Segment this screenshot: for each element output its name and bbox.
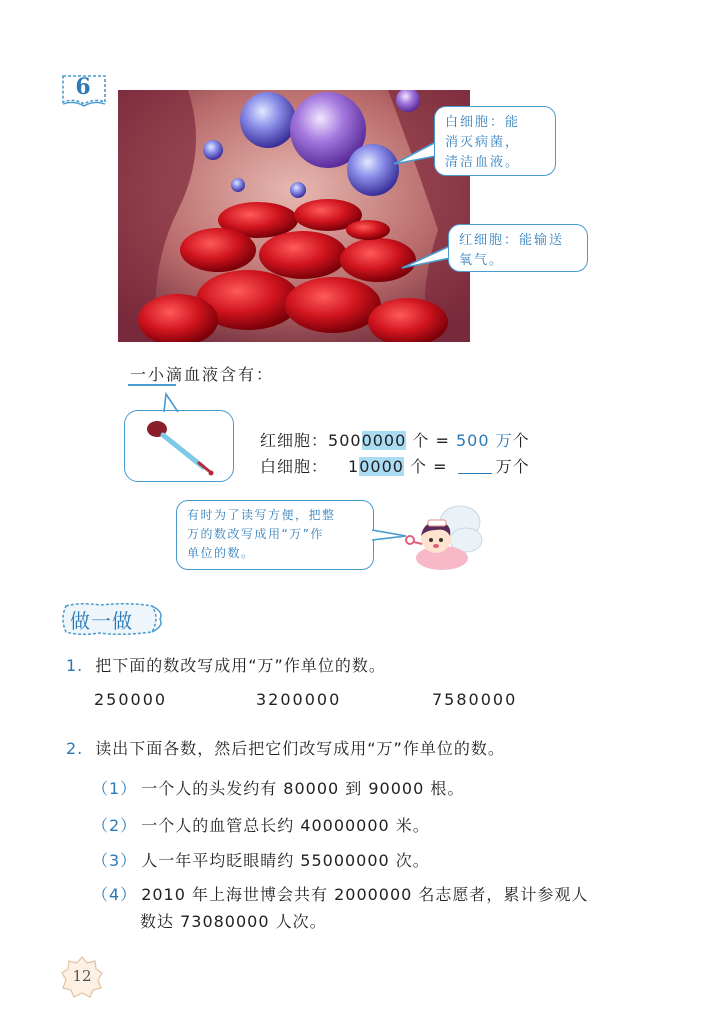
question-1: [66, 653, 386, 676]
count-tail: 个: [512, 431, 530, 450]
page-number-badge: [60, 955, 104, 999]
bubble-line: 有时为了读写方便，把整: [187, 508, 336, 522]
example-number-badge: [60, 72, 108, 110]
count-unit: 个 =: [403, 457, 454, 476]
sub-question: [92, 776, 464, 799]
sub-question: [92, 813, 430, 836]
example-number: 6: [75, 74, 91, 100]
section-title-badge: [60, 600, 168, 638]
sub-question-label: （4）: [92, 885, 138, 904]
count-result: 500 万: [455, 431, 513, 450]
question-1-number: 250000: [94, 690, 168, 709]
intro-underline: [128, 384, 176, 386]
count-label: 红细胞：: [260, 431, 329, 450]
white-cell-count-line: [260, 454, 530, 477]
sub-question-continuation: 数达 73080000 人次。: [140, 912, 327, 931]
bubble-line: 万的数改写成用“万”作: [187, 527, 324, 541]
sub-question: [92, 848, 430, 871]
count-unit: 个 =: [406, 431, 456, 450]
sub-question-text: 2010 年上海世博会共有 2000000 名志愿者，累计参观人: [141, 885, 589, 904]
page-number: 12: [72, 967, 92, 985]
red-blood-cell-bubble: [448, 224, 588, 272]
answer-blank[interactable]: [458, 458, 492, 474]
section-title: 做一做: [70, 609, 133, 633]
note-bubble: [176, 500, 374, 570]
question-1-number: 3200000: [256, 690, 342, 709]
white-blood-cell-bubble: [434, 106, 556, 176]
sub-question-label: （2）: [92, 816, 138, 835]
count-prefix: 1: [348, 457, 360, 476]
bubble-line: 单位的数。: [187, 546, 255, 560]
cartoon-nurse-character: [402, 500, 486, 574]
question-1-number: 7580000: [432, 690, 518, 709]
bubble-line: 消灭病菌，: [445, 135, 521, 150]
sub-question-label: （1）: [92, 779, 138, 798]
bubble-line: 红细胞：能输送: [459, 233, 565, 248]
sub-question-label: （3）: [92, 851, 138, 870]
question-number: 1.: [66, 656, 84, 675]
question-number: 2.: [66, 739, 84, 758]
count-label: 白细胞：: [260, 457, 329, 476]
count-prefix: 500: [328, 431, 362, 450]
question-2: [66, 736, 505, 759]
count-tail: 万个: [495, 457, 530, 476]
dropper-icon: [125, 411, 231, 479]
dropper-bubble: [124, 410, 234, 482]
sub-question-text: 人一年平均眨眼睛约 55000000 次。: [141, 851, 430, 870]
intro-text: 一小滴血液含有：: [130, 365, 275, 384]
highlighted-zeros: 0000: [361, 431, 407, 450]
bubble-line: 清洁血液。: [445, 155, 521, 170]
question-text: 读出下面各数，然后把它们改写成用“万”作单位的数。: [95, 739, 505, 758]
bubble-line: 白细胞：能: [445, 115, 521, 130]
sub-question-text: 一个人的血管总长约 40000000 米。: [141, 816, 430, 835]
bubble-line: 氧气。: [459, 253, 505, 268]
question-text: 把下面的数改写成用“万”作单位的数。: [95, 656, 386, 675]
red-cell-count-line: [260, 428, 530, 451]
highlighted-zeros: 0000: [359, 457, 404, 476]
sub-question-text: 一个人的头发约有 80000 到 90000 根。: [141, 779, 465, 798]
blood-cells-illustration: [118, 90, 470, 342]
sub-question: [92, 882, 588, 905]
bubble-pointer-rbc: [400, 238, 452, 274]
